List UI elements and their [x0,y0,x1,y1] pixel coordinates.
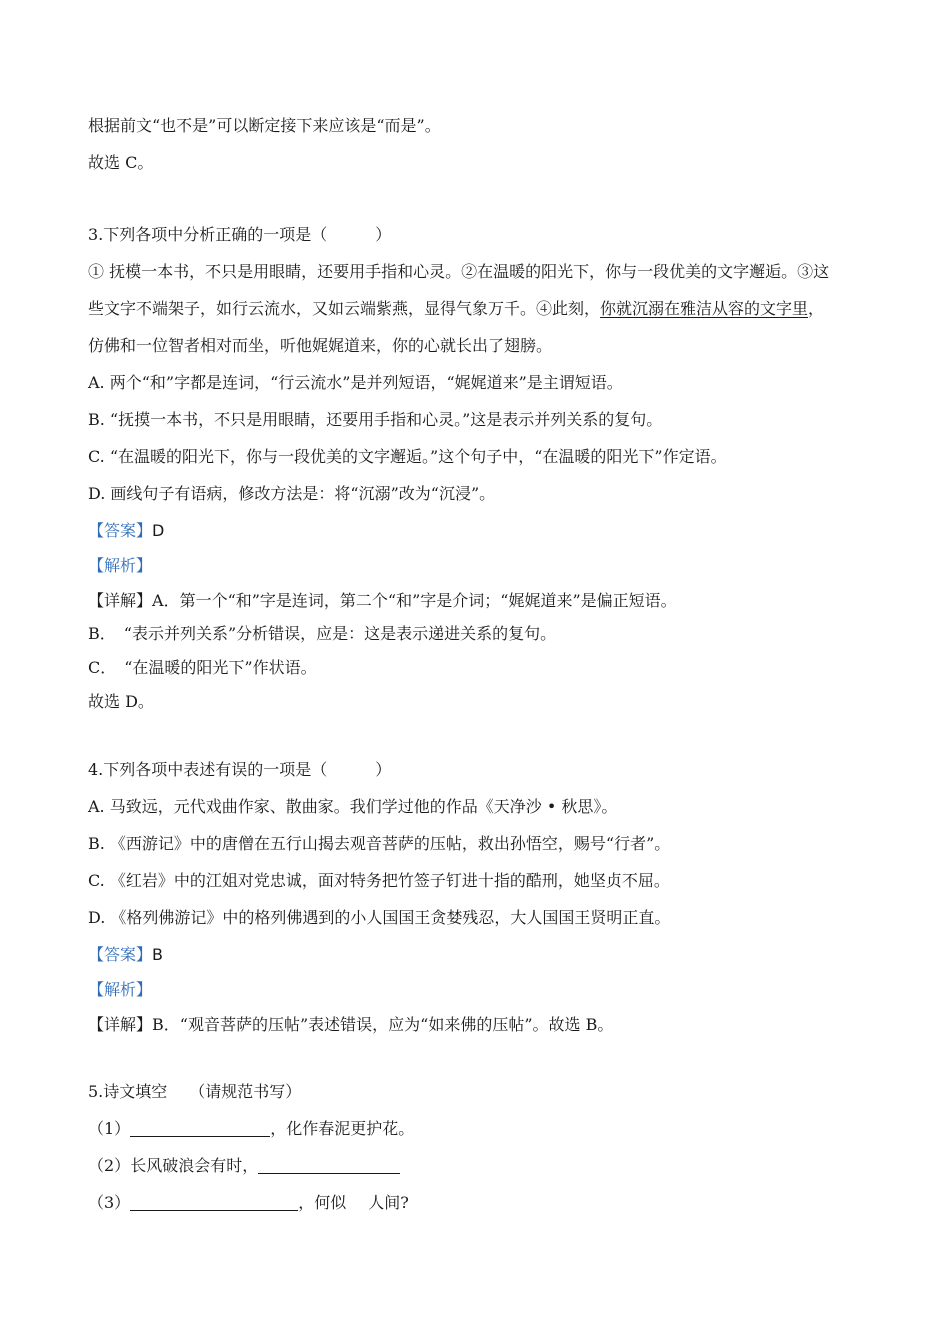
q3-passage-line-2-suffix: ， [808,299,825,318]
q5-item-3 [88,1193,409,1213]
q3-underlined-sentence: 你就沉溺在雅洁从容的文字里 [600,299,809,318]
q4-option-c: C. 《红岩》中的江姐对党忠诚，面对特务把竹签子钉进十指的酷刑，她坚贞不屈。 [88,871,670,890]
q4-option-a: A. 马致远，元代戏曲作家、散曲家。我们学过他的作品《天净沙 • 秋思》。 [88,797,618,816]
q3-option-a: A. 两个“和”字都是连词，“行云流水”是并列短语，“娓娓道来”是主谓短语。 [88,373,623,392]
q3-analysis-label: 【解析】 [88,556,153,575]
q5-item-3-tail: 人间? [368,1193,409,1212]
q3-answer-label: 【答案】 [88,521,153,540]
q3-stem-suffix: ） [375,225,392,244]
q4-answer [88,945,163,965]
q5-item-1-number: （1） [88,1119,131,1138]
q3-detail-b: B． “表示并列关系”分析错误，应是：这是表示递进关系的复句。 [88,624,557,643]
q3-stem-prefix: 3.下列各项中分析正确的一项是（ [88,225,328,244]
q5-item-3-number: （3） [88,1193,131,1212]
q2-conclusion: 故选 C。 [88,153,154,172]
q4-detail-text: B．“观音菩萨的压帖”表述错误，应为“如来佛的压帖”。故选 B。 [152,1015,614,1034]
q4-stem-suffix: ） [375,760,392,779]
q3-passage-line-2 [88,299,824,319]
q5-item-2-text: 长风破浪会有时， [130,1156,259,1175]
q4-detail-label: 【详解】 [88,1015,153,1034]
q5-item-2-blank [258,1157,400,1174]
q4-stem-prefix: 4.下列各项中表述有误的一项是（ [88,760,328,779]
q5-item-3-blank [130,1194,298,1211]
q2-reason: 根据前文“也不是”可以断定接下来应该是“而是”。 [88,116,441,135]
q5-item-1-text: ，化作春泥更护花。 [270,1119,415,1138]
q3-detail-a-text: A．第一个“和”字是连词，第二个“和”字是介词；“娓娓道来”是偏正短语。 [152,591,677,610]
q4-answer-label: 【答案】 [88,945,153,964]
q5-title [88,1082,301,1102]
q5-item-1-blank [130,1120,270,1137]
q3-conclusion: 故选 D。 [88,692,154,711]
q3-detail-a [88,591,677,611]
q3-answer-value: D [152,521,165,540]
q4-stem [88,760,391,780]
q3-answer [88,521,164,541]
q3-stem [88,225,391,245]
q4-option-d: D. 《格列佛游记》中的格列佛遇到的小人国国王贪婪残忍，大人国国王贤明正直。 [88,908,671,927]
q3-option-b: B. “抚摸一本书，不只是用眼睛，还要用手指和心灵。”这是表示并列关系的复句。 [88,410,663,429]
q4-analysis-label: 【解析】 [88,980,153,999]
q5-item-3-text: ，何似 [298,1193,347,1212]
q5-item-1 [88,1119,414,1139]
q5-item-2-number: （2） [88,1156,131,1175]
q3-passage-line-3: 仿佛和一位智者相对而坐，听他娓娓道来，你的心就长出了翅膀。 [88,336,553,355]
q3-detail-c: C． “在温暖的阳光下”作状语。 [88,658,317,677]
q4-detail [88,1015,613,1035]
q3-option-c: C. “在温暖的阳光下，你与一段优美的文字邂逅。”这个句子中，“在温暖的阳光下”作定语。 [88,447,727,466]
q3-passage-line-2-prefix: 些文字不端架子，如行云流水，又如云端紫燕，显得气象万千。④此刻， [88,299,601,318]
q3-option-d: D. 画线句子有语病，修改方法是：将“沉溺”改为“沉浸”。 [88,484,496,503]
q5-title-suffix: （请规范书写） [189,1082,302,1101]
q4-answer-value: B [152,945,163,964]
q5-item-2 [88,1156,400,1176]
q3-passage-line-1: ① 抚模一本书，不只是用眼睛，还要用手指和心灵。②在温暖的阳光下，你与一段优美的文字邂逅。③这 [88,262,830,281]
q5-title-prefix: 5.诗文填空 [88,1082,168,1101]
q3-detail-label: 【详解】 [88,591,153,610]
q4-option-b: B. 《西游记》中的唐僧在五行山揭去观音菩萨的压帖，救出孙悟空，赐号“行者”。 [88,834,671,853]
